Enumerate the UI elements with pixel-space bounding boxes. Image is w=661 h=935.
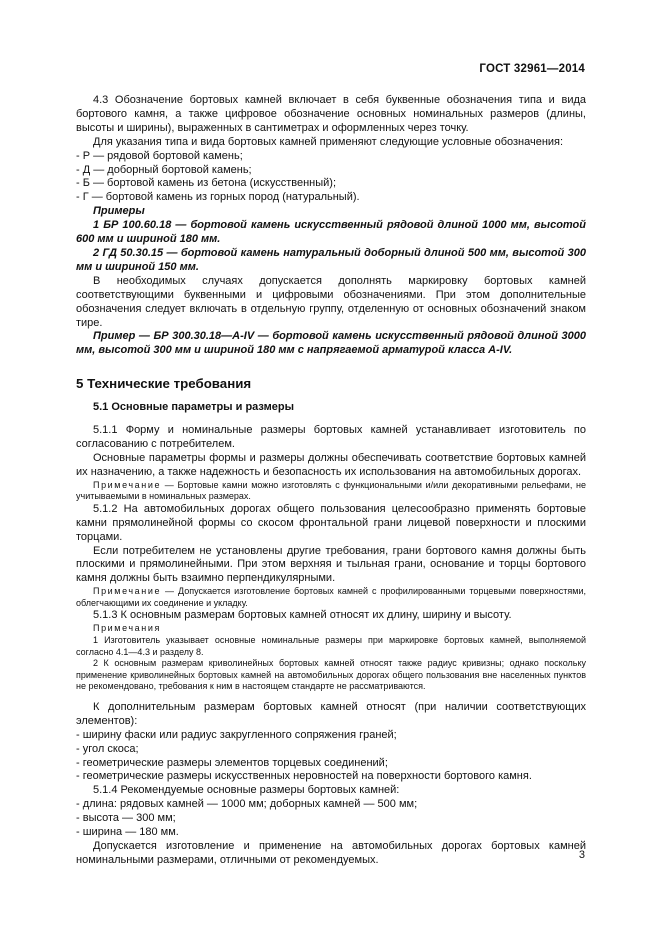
paragraph-last: Допускается изготовление и применение на автомобильных дорогах бортовых камней номинальными размерами, отличными от рекомендуемых.: [76, 840, 586, 866]
list-item: - Б — бортовой камень из бетона (искусственный);: [76, 177, 336, 190]
list-item: - угол скоса;: [76, 742, 139, 755]
paragraph-5-1-4: 5.1.4 Рекомендуемые основные размеры бортовых камней:: [93, 784, 400, 797]
example-2: 2 ГД 50.30.15 — бортовой камень натуральный доборный длиной 500 мм, высотой 300 мм и шириной 150 мм.: [76, 246, 586, 273]
note-1: [76, 480, 586, 503]
list-item: - ширина — 180 мм.: [76, 826, 179, 839]
paragraph-5-1-1: 5.1.1 Форму и номинальные размеры бортовых камней устанавливает изготовитель по согласованию с потребителем.: [76, 424, 586, 450]
paragraph-type-designations: Для указания типа и вида бортовых камней применяют следующие условные обозначения:: [93, 135, 564, 148]
paragraph-additional-marking: В необходимых случаях допускается дополнять маркировку бортовых камней соответствующими буквенными и цифровыми обозначениями. При этом дополнительные обозначения следует включать в отдельную группу, отделенную от основных обозначений знаком тире.: [76, 274, 586, 329]
paragraph-additional-sizes: К дополнительным размерам бортовых камней относят (при наличии соответствующих элементов):: [76, 700, 586, 727]
subsection-title: 5.1 Основные параметры и размеры: [93, 401, 294, 414]
paragraph-5-1-2-b: Если потребителем не установлены другие требования, грани бортового камня должны быть плоскими и прямолинейными. При этом верхняя и тыльная грани, основание и торцы бортового камня должны быть взаимно перпендикулярными.: [76, 544, 586, 585]
examples-title: Примеры: [93, 205, 145, 218]
paragraph-4-3: 4.3 Обозначение бортовых камней включает в себя буквенные обозначения типа и вида бортового камня, а также цифровое обозначение основных номинальных размеров (длины, высоты и ширины), выраженных в сантиметрах и оформленных через точку.: [76, 94, 586, 134]
note-3-2: 2 К основным размерам криволинейных бортовых камней относят также радиус кривизны; однако поскольку применение криволинейных бортовых камней на автомобильных дорогах общего пользования вне населенных пунктов не рекомендовано, требования к ним в настоящем стандарте не рассматриваются.: [76, 658, 586, 692]
list-item: - Г — бортовой камень из горных пород (натуральный).: [76, 191, 360, 204]
paragraph-5-1-1-b: Основные параметры формы и размеры должны обеспечивать соответствие бортовых камней их назначению, а также надежность и безопасность их использования на автомобильных дорогах.: [76, 451, 586, 478]
note-3-1: 1 Изготовитель указывает основные номинальные размеры при маркировке бортовых камней, выполняемой согласно 4.1—4.3 и разделу 8.: [76, 634, 586, 657]
body-text: [76, 94, 586, 868]
list-item: - Р — рядовой бортовой камень;: [76, 149, 243, 162]
list-item: - высота — 300 мм;: [76, 812, 176, 825]
paragraph-5-1-3: 5.1.3 К основным размерам бортовых камней относят их длину, ширину и высоту.: [93, 609, 512, 622]
note-label: Примечание: [93, 479, 162, 490]
note-text: — Допускается изготовление бортовых камней с профилированными торцевыми поверхностями, облегчающими их соединение и укладку.: [76, 586, 586, 608]
list-item: - геометрические размеры искусственных неровностей на поверхности бортового камня.: [76, 770, 532, 783]
list-item: - длина: рядовых камней — 1000 мм; доборных камней — 500 мм;: [76, 798, 418, 811]
notes-label: Примечания: [93, 623, 161, 634]
list-item: - геометрические размеры элементов торцевых соединений;: [76, 756, 388, 769]
paragraph-5-1-2: 5.1.2 На автомобильных дорогах общего пользования целесообразно применять бортовые камни прямолинейной формы со скосом фронтальной грани лицевой поверхности и плоскими торцами.: [76, 502, 586, 543]
example-3: Пример — БР 300.30.18—А-IV — бортовой камень искусственный рядовой длиной 3000 мм, высотой 300 мм и шириной 180 мм с напрягаемой арматурой класса А-IV.: [76, 330, 586, 357]
note-2: [76, 586, 586, 609]
note-text: — Бортовые камни можно изготовлять с функциональными и/или декоративными рельефами, не учитываемыми в номинальных размерах.: [76, 479, 586, 502]
list-item: - Д — доборный бортовой камень;: [76, 163, 252, 176]
standard-header: ГОСТ 32961—2014: [479, 63, 585, 75]
note-label: Примечание: [93, 586, 162, 597]
section-title: 5 Технические требования: [76, 376, 252, 392]
example-1: 1 БР 100.60.18 — бортовой камень искусственный рядовой длиной 1000 мм, высотой 600 мм и шириной 180 мм.: [76, 219, 586, 246]
page-number: 3: [578, 849, 585, 861]
list-item: - ширину фаски или радиус закругленного сопряжения граней;: [76, 728, 397, 741]
